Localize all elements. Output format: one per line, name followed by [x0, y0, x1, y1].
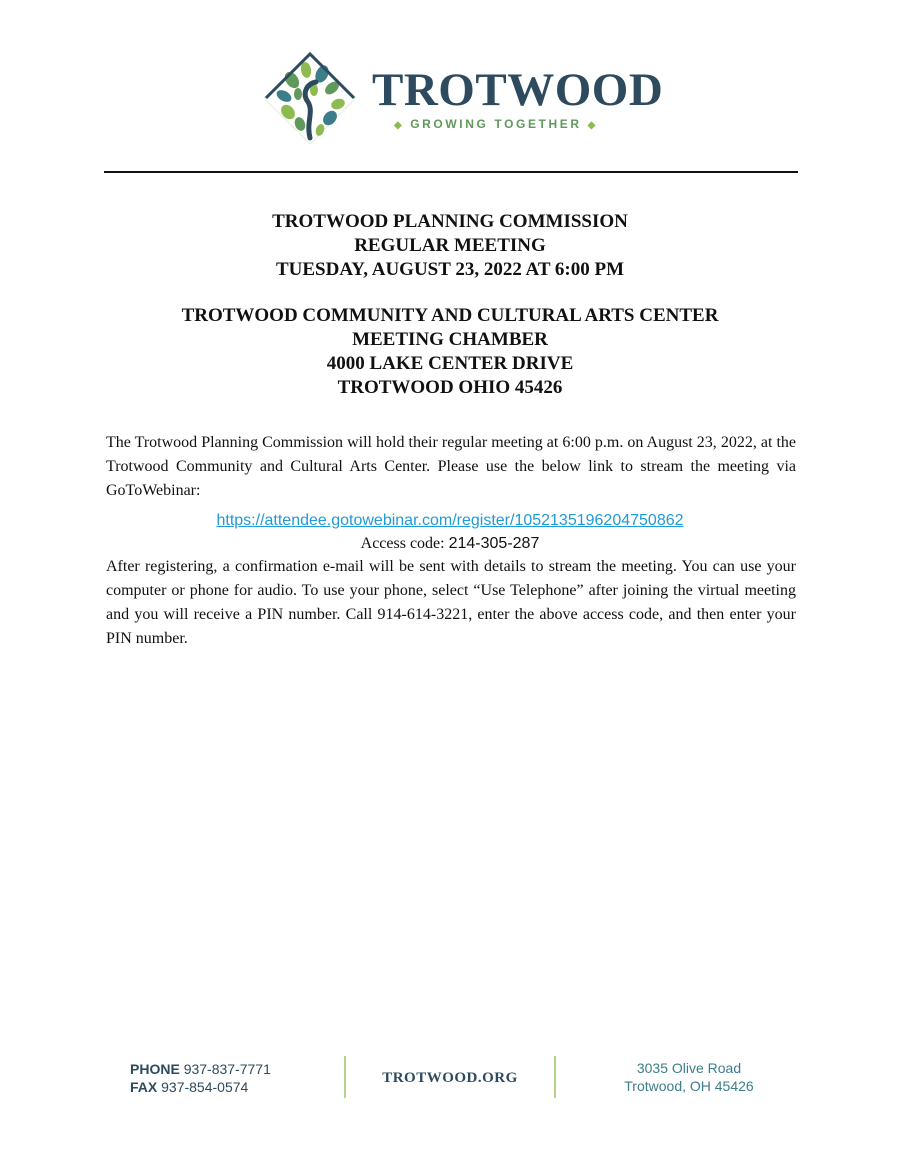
diamond-icon: ◆: [394, 120, 405, 131]
address-line1: 3035 Olive Road: [636, 1060, 742, 1076]
access-code-label: Access code:: [360, 535, 449, 552]
webinar-register-link[interactable]: https://attendee.gotowebinar.com/register/1052135196204750862: [216, 512, 684, 529]
footer-address: [584, 1059, 794, 1095]
footer: [104, 1044, 798, 1112]
webinar-link-line: [100, 509, 800, 533]
trotwood-logo: [262, 50, 664, 150]
meeting-heading: [100, 210, 800, 282]
fax-label: FAX: [130, 1079, 158, 1095]
phone-number: 937-837-7771: [183, 1061, 271, 1077]
instructions-paragraph: After registering, a confirmation e-mail will be sent with details to stream the meeting. You can use your computer or phone for audio. To use your phone, select “Use Telephone” after joining the virtual meeting and you will receive a PIN number. Call 914-614-3221, enter the above access code, and then enter your PIN number.: [106, 558, 796, 647]
location-heading-line2: MEETING CHAMBER: [352, 329, 548, 350]
header-divider: [104, 171, 798, 173]
footer-phone: [130, 1060, 271, 1078]
footer-contact: [130, 1060, 271, 1096]
phone-label: PHONE: [130, 1061, 180, 1077]
meeting-heading-line3: TUESDAY, AUGUST 23, 2022 AT 6:00 PM: [275, 259, 625, 280]
location-heading: [100, 304, 800, 400]
logo-wordmark: TROTWOOD: [372, 64, 664, 116]
footer-divider: [554, 1056, 556, 1098]
meeting-heading-line2: REGULAR MEETING: [354, 235, 546, 256]
footer-website: TROTWOOD.ORG: [382, 1070, 518, 1086]
meeting-heading-line1: TROTWOOD PLANNING COMMISSION: [272, 211, 628, 232]
location-heading-line4: TROTWOOD OHIO 45426: [337, 377, 563, 398]
intro-paragraph: The Trotwood Planning Commission will hold their regular meeting at 6:00 p.m. on August 23, 2022, at the Trotwood Community and Cultural Arts Center. Please use the below link to stream the meeting via GoToWebinar:: [106, 434, 796, 499]
logo-tagline-text: GROWING TOGETHER: [410, 117, 582, 131]
footer-fax: [130, 1078, 271, 1096]
logo-tagline: [394, 118, 598, 131]
location-heading-line1: TROTWOOD COMMUNITY AND CULTURAL ARTS CENTER: [181, 305, 719, 326]
tree-logo-icon: [262, 50, 358, 146]
access-code-line: [100, 533, 800, 555]
address-line2: Trotwood, OH 45426: [624, 1078, 754, 1094]
access-code-value: 214-305-287: [448, 535, 540, 552]
diamond-icon: ◆: [587, 120, 598, 131]
fax-number: 937-854-0574: [161, 1079, 249, 1095]
location-heading-line3: 4000 LAKE CENTER DRIVE: [326, 353, 574, 374]
